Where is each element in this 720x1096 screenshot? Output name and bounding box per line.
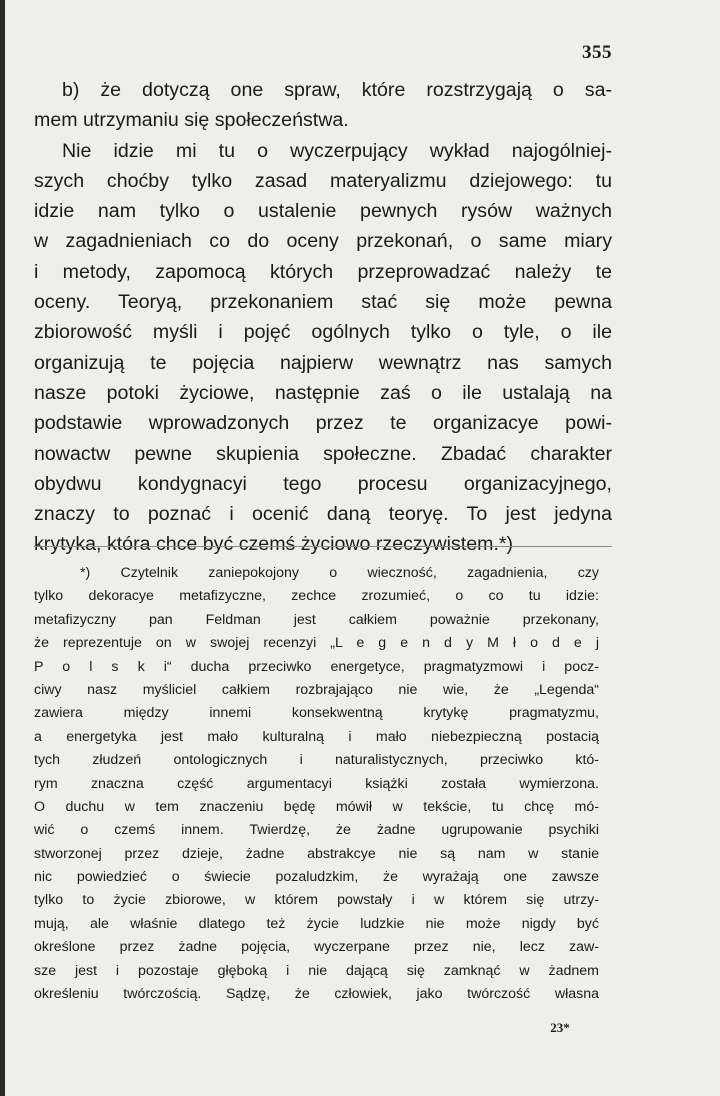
binding-edge (0, 0, 5, 1096)
footnote-line: rym znaczna część argumentacyi książki została wymierzona. (34, 775, 599, 792)
footnote-line: zawiera między innemi konsekwentną krytykę pragmatyzmu, (34, 705, 599, 722)
footnote-line: metafizyczny pan Feldman jest całkiem poważnie przekonany, (34, 611, 599, 628)
main-text-line: nowactw pewne skupienia społeczne. Zbadać charakter (34, 442, 612, 465)
footnote-line: że reprezentuje on w swojej recenzyi „L e g e n d y M ł o d e j (34, 635, 599, 652)
footnote-line: tylko dekoracye metafizyczne, zechce zrozumieć, o co tu idzie: (34, 588, 599, 605)
main-text-line: znaczy to poznać i ocenić daną teoryę. To jest jedyna (34, 503, 612, 526)
footnote-line: stworzonej przez dzieje, żadne abstrakcye nie są nam w stanie (34, 845, 599, 862)
main-text-line: idzie nam tylko o ustalenie pewnych rysów ważnych (34, 200, 612, 223)
footnote-line: a energetyka jest mało kulturalną i mało niebezpieczną postacią (34, 728, 599, 745)
footnote-line: określeniu twórczością. Sądzę, że człowiek, jako twórczość własna (34, 986, 599, 1003)
footnote-line: *) Czytelnik zaniepokojony o wieczność, zagadnienia, czy (80, 565, 599, 581)
main-text-line: organizują te pojęcia najpierw wewnątrz nas samych (34, 351, 612, 374)
footnote-line: O duchu w tem znaczeniu będę mówił w tekście, tu chcę mó- (34, 798, 599, 815)
footnote-line: nic powiedzieć o świecie pozaludzkim, że wyrażają one zawsze (34, 869, 599, 886)
main-text-line: szych choćby tylko zasad materyalizmu dziejowego: tu (34, 169, 612, 192)
main-text-line: mem utrzymaniu się społeczeństwa. (34, 109, 349, 132)
main-text-line: krytyka, która chce być czemś życiowo rzeczywistem.*) (34, 533, 514, 556)
main-text-line: zbiorowość myśli i pojęć ogólnych tylko o tyle, o ile (34, 321, 612, 344)
main-text (34, 75, 612, 560)
footnote-divider (34, 546, 612, 547)
main-text-line: w zagadnieniach co do oceny przekonań, o same miary (34, 230, 612, 253)
main-text-line: nasze potoki życiowe, następnie zaś o ile ustalają na (34, 381, 612, 404)
main-text-line: obydwu kondygnacyi tego procesu organizacyjnego, (34, 472, 612, 495)
printer-signature-mark: 23* (550, 1020, 570, 1035)
footnote (34, 562, 599, 1006)
page-number: 355 (582, 42, 612, 63)
footnote-line: mują, ale właśnie dlatego też życie ludzkie nie może nigdy być (34, 915, 599, 932)
footnote-line: tych złudzeń ontologicznych i naturalistycznych, przeciwko któ- (34, 752, 599, 769)
main-text-line: i metody, zapomocą których przeprowadzać należy te (34, 260, 612, 283)
footnote-line: ciwy nasz myśliciel całkiem rozbrajająco nie wie, że „Legenda“ (34, 681, 599, 698)
footnote-line: sze jest i pozostaje głęboką i nie dającą się zamknąć w żadnem (34, 962, 599, 979)
footnote-line: P o l s k i“ ducha przeciwko energetyce, pragmatyzmowi i pocz- (34, 658, 599, 675)
footnote-line: wić o czemś innem. Twierdzę, że żadne ugrupowanie psychiki (34, 822, 599, 839)
main-text-line: oceny. Teoryą, przekonaniem stać się może pewna (34, 291, 612, 314)
main-text-line: Nie idzie mi tu o wyczerpujący wykład najogólniej- (62, 139, 612, 162)
footnote-line: tylko to życie zbiorowe, w którem powstały i w którem się utrzy- (34, 892, 599, 909)
footnote-line: określone przez żadne pojęcia, wyczerpane przez nie, lecz zaw- (34, 939, 599, 956)
main-text-line: podstawie wprowadzonych przez te organizacye powi- (34, 412, 612, 435)
main-text-line: b) że dotyczą one spraw, które rozstrzygają o sa- (62, 79, 612, 101)
